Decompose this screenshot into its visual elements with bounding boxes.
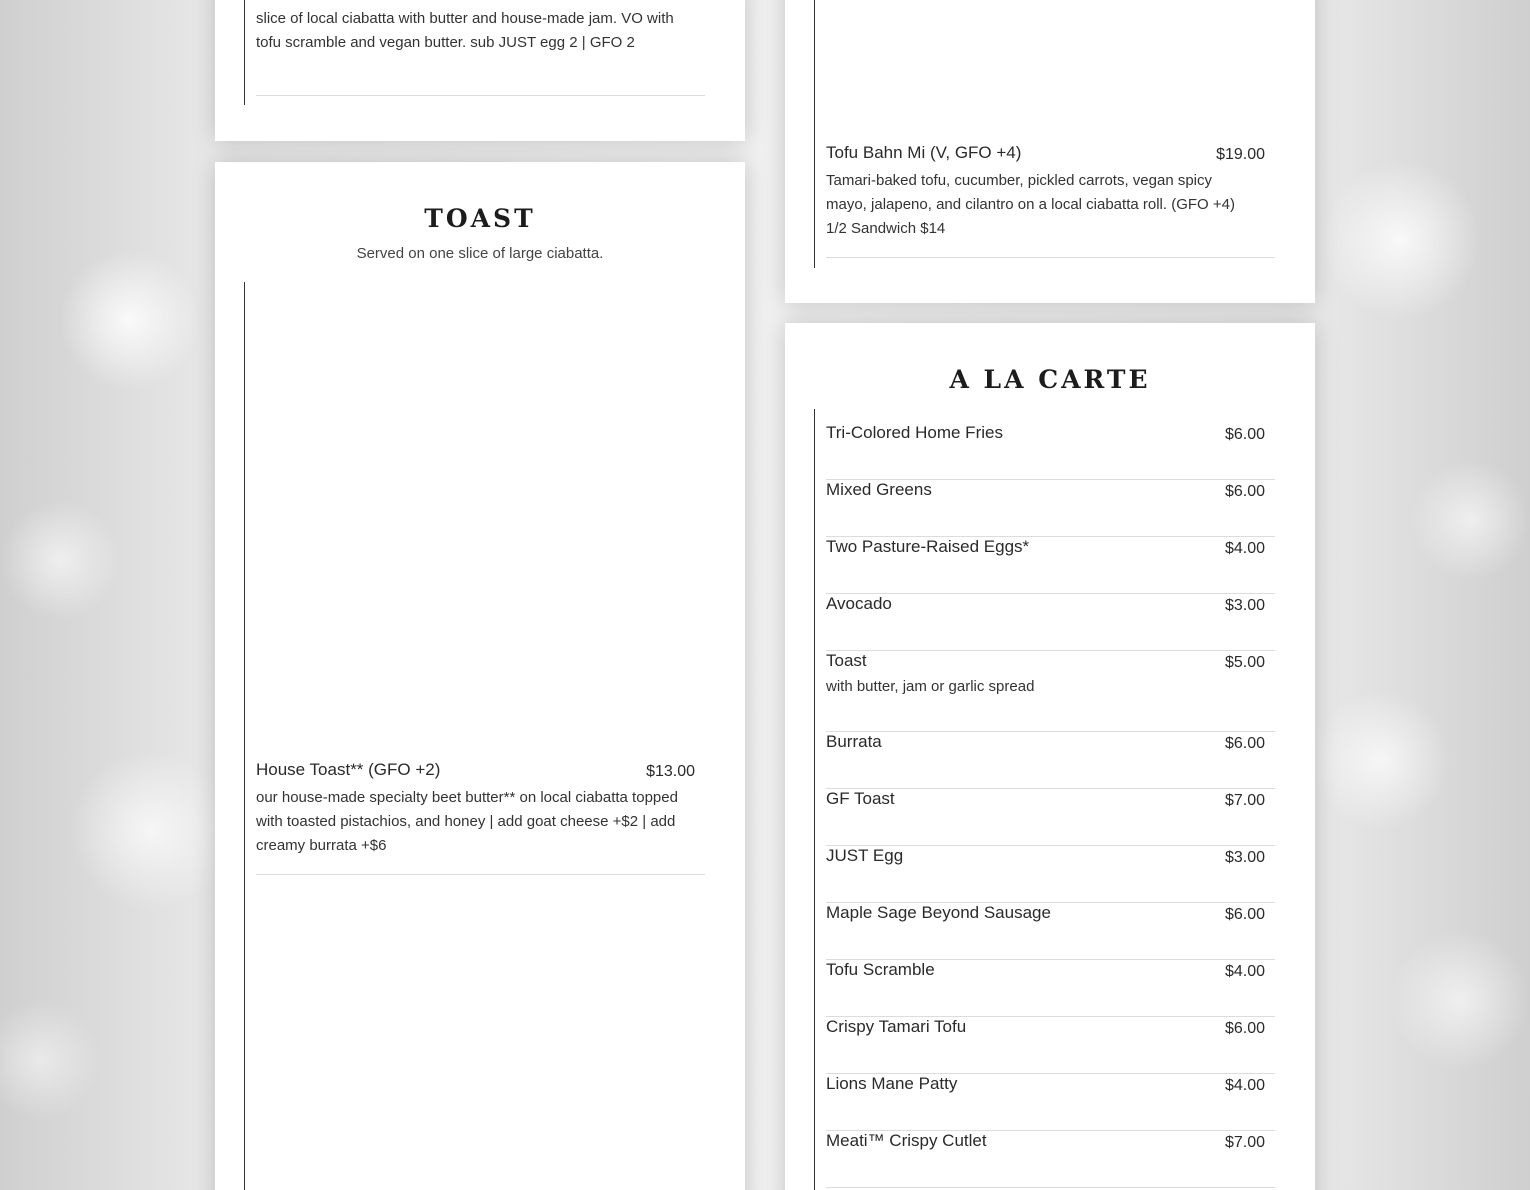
menu-item [256,760,705,875]
menu-item-price: $6.00 [1224,735,1265,752]
menu-item-name: Tri-Colored Home Fries [826,423,1003,442]
menu-item-name: Lions Mane Patty [826,1074,958,1093]
menu-item [826,1074,1275,1131]
menu-item-name: Two Pasture-Raised Eggs* [826,537,1030,556]
menu-item-price: $4.00 [1224,963,1265,980]
menu-item-description: Tamari-baked tofu, cucumber, pickled carrots, vegan spicy mayo, jalapeno, and cilantro on a local ciabatta roll. (GFO +4) 1/2 Sandwich $14 [826,172,1235,237]
menu-item [826,537,1275,594]
menu-item-price: $13.00 [646,763,695,780]
menu-item-price: $6.00 [1224,426,1265,443]
menu-item [826,594,1275,651]
menu-divider-line [814,0,815,268]
menu-item [256,0,705,96]
menu-item [826,651,1275,732]
menu-item-price: $6.00 [1224,483,1265,500]
menu-item-price: $6.00 [1224,906,1265,923]
menu-item-description: our house-made specialty beet butter** on local ciabatta topped with toasted pistachios, and honey | add goat cheese +$2 | add creamy burrata +$6 [256,789,678,854]
menu-item-name: Burrata [826,732,882,751]
menu-item-name: Mixed Greens [826,480,932,499]
menu-item-price: $6.00 [1224,1020,1265,1037]
menu-item-name: Crispy Tamari Tofu [826,1017,967,1036]
menu-divider-line [244,0,245,105]
menu-item-name: Maple Sage Beyond Sausage [826,903,1051,922]
menu-item-price: $3.00 [1224,597,1265,614]
menu-item [826,732,1275,789]
menu-item-name: Meati™ Crispy Cutlet [826,1131,987,1150]
menu-item-price: $5.00 [1224,654,1265,671]
sandwich-menu-card [785,0,1315,303]
menu-item-price: $4.00 [1224,1077,1265,1094]
menu-item-name: Avocado [826,594,892,613]
menu-item-name: Tofu Bahn Mi (V, GFO +4) [826,143,1022,162]
breakfast-menu-card [215,0,745,141]
menu-item [826,423,1275,480]
menu-item-name: House Toast** (GFO +2) [256,760,441,779]
menu-item [826,846,1275,903]
menu-item [826,480,1275,537]
menu-item-price: $3.00 [1224,849,1265,866]
menu-item-price: $19.00 [1216,146,1265,163]
menu-item-price: $7.00 [1224,1134,1265,1151]
menu-item-name: Tofu Scramble [826,960,935,979]
menu-item [826,1131,1275,1188]
menu-item [826,903,1275,960]
menu-item [826,960,1275,1017]
section-title: A LA CARTE [949,365,1151,394]
menu-item-name: JUST Egg [826,846,904,865]
menu-item-name: Toast [826,651,867,670]
toast-menu-card [215,162,745,1190]
menu-item-name: GF Toast [826,789,895,808]
menu-item-description: slice of local ciabatta with butter and house-made jam. VO with tofu scramble and vegan butter. sub JUST egg 2 | GFO 2 [256,10,674,51]
section-title: TOAST [424,204,536,233]
menu-item-description: with butter, jam or garlic spread [826,678,1035,695]
menu-divider-line [814,409,815,1190]
a-la-carte-menu-card [785,323,1315,1190]
menu-item [826,143,1275,258]
menu-item-price: $4.00 [1224,540,1265,557]
menu-divider-line [244,282,245,1190]
menu-item [826,789,1275,846]
section-subtitle: Served on one slice of large ciabatta. [356,245,604,262]
menu-item-price: $7.00 [1224,792,1265,809]
menu-item [826,1017,1275,1074]
